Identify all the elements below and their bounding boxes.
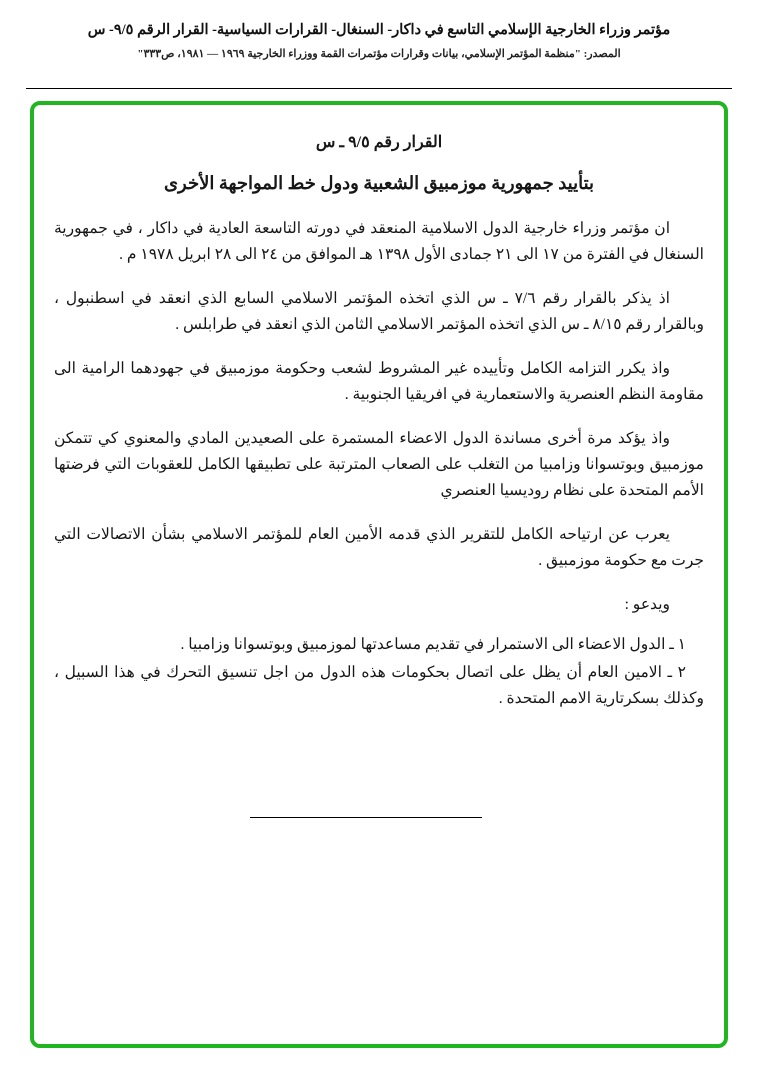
bottom-divider-line (250, 817, 482, 818)
paragraph-support: واذ يؤكد مرة أخرى مساندة الدول الاعضاء المستمرة على الصعيدين المادي والمعنوي كي تتمكن موزمبيق وبوتسوانا وزامبيا من التغلب على الصعاب المترتبة على تطبيقها الكامل للعقوبات التي فرضتها الأمم المتحدة على نظام روديسيا العنصري (54, 430, 704, 499)
paragraph-preamble: ان مؤتمر وزراء خارجية الدول الاسلامية المنعقد في دورته التاسعة العادية في داكار ، في جمهورية السنغال في الفترة من ١٧ الى ٢١ جمادى الأول ١٣٩٨ هـ الموافق من ٢٤ الى ٢٨ ابريل ١٩٧٨ م . (54, 220, 704, 263)
page-header (28, 22, 730, 60)
document-title: بتأييد جمهورية موزمبيق الشعبية ودول خط المواجهة الأخرى (163, 173, 595, 193)
document-body (54, 130, 704, 714)
paragraph-satisfaction: يعرب عن ارتياحه الكامل للتقرير الذي قدمه الأمين العام للمؤتمر الاسلامي بشأن الاتصالات التي جرت مع حكومة موزمبيق . (54, 526, 704, 569)
list-item: ٢ ـ الامين العام أن يظل على اتصال بحكومات هذه الدول من اجل تنسيق التحرك في هذا السبيل ، وكذلك بسكرتارية الامم المتحدة . (54, 664, 704, 707)
header-title: مؤتمر وزراء الخارجية الإسلامي التاسع في داكار- السنغال- القرارات السياسية- القرار الرقم ٩/٥- س (87, 22, 671, 38)
source-line: المصدر: "منظمة المؤتمر الإسلامي، بيانات وقرارات مؤتمرات القمة ووزراء الخارجية ١٩٦٩ — ١٩٨١، ص٣٣٣" (137, 48, 621, 60)
list-item: ١ ـ الدول الاعضاء الى الاستمرار في تقديم مساعدتها لموزمبيق وبوتسوانا وزامبيا . (180, 636, 686, 653)
resolution-number: القرار رقم ٩/٥ ـ س (315, 134, 443, 151)
header-divider-line (26, 88, 732, 89)
paragraph-recall: اذ يذكر بالقرار رقم ٧/٦ ـ س الذي اتخذه المؤتمر الاسلامي السابع الذي انعقد في اسطنبول ، وبالقرار رقم ٨/١٥ ـ س الذي اتخذه المؤتمر الاسلامي الثامن الذي انعقد في طرابلس . (54, 290, 704, 333)
paragraph-commitment: واذ يكرر التزامه الكامل وتأييده غير المشروط لشعب وحكومة موزمبيق في جهودهما الرامية الى مقاومة النظم العنصرية والاستعمارية في افريقيا الجنوبية . (54, 360, 704, 403)
call-heading: ويدعو : (624, 596, 670, 613)
